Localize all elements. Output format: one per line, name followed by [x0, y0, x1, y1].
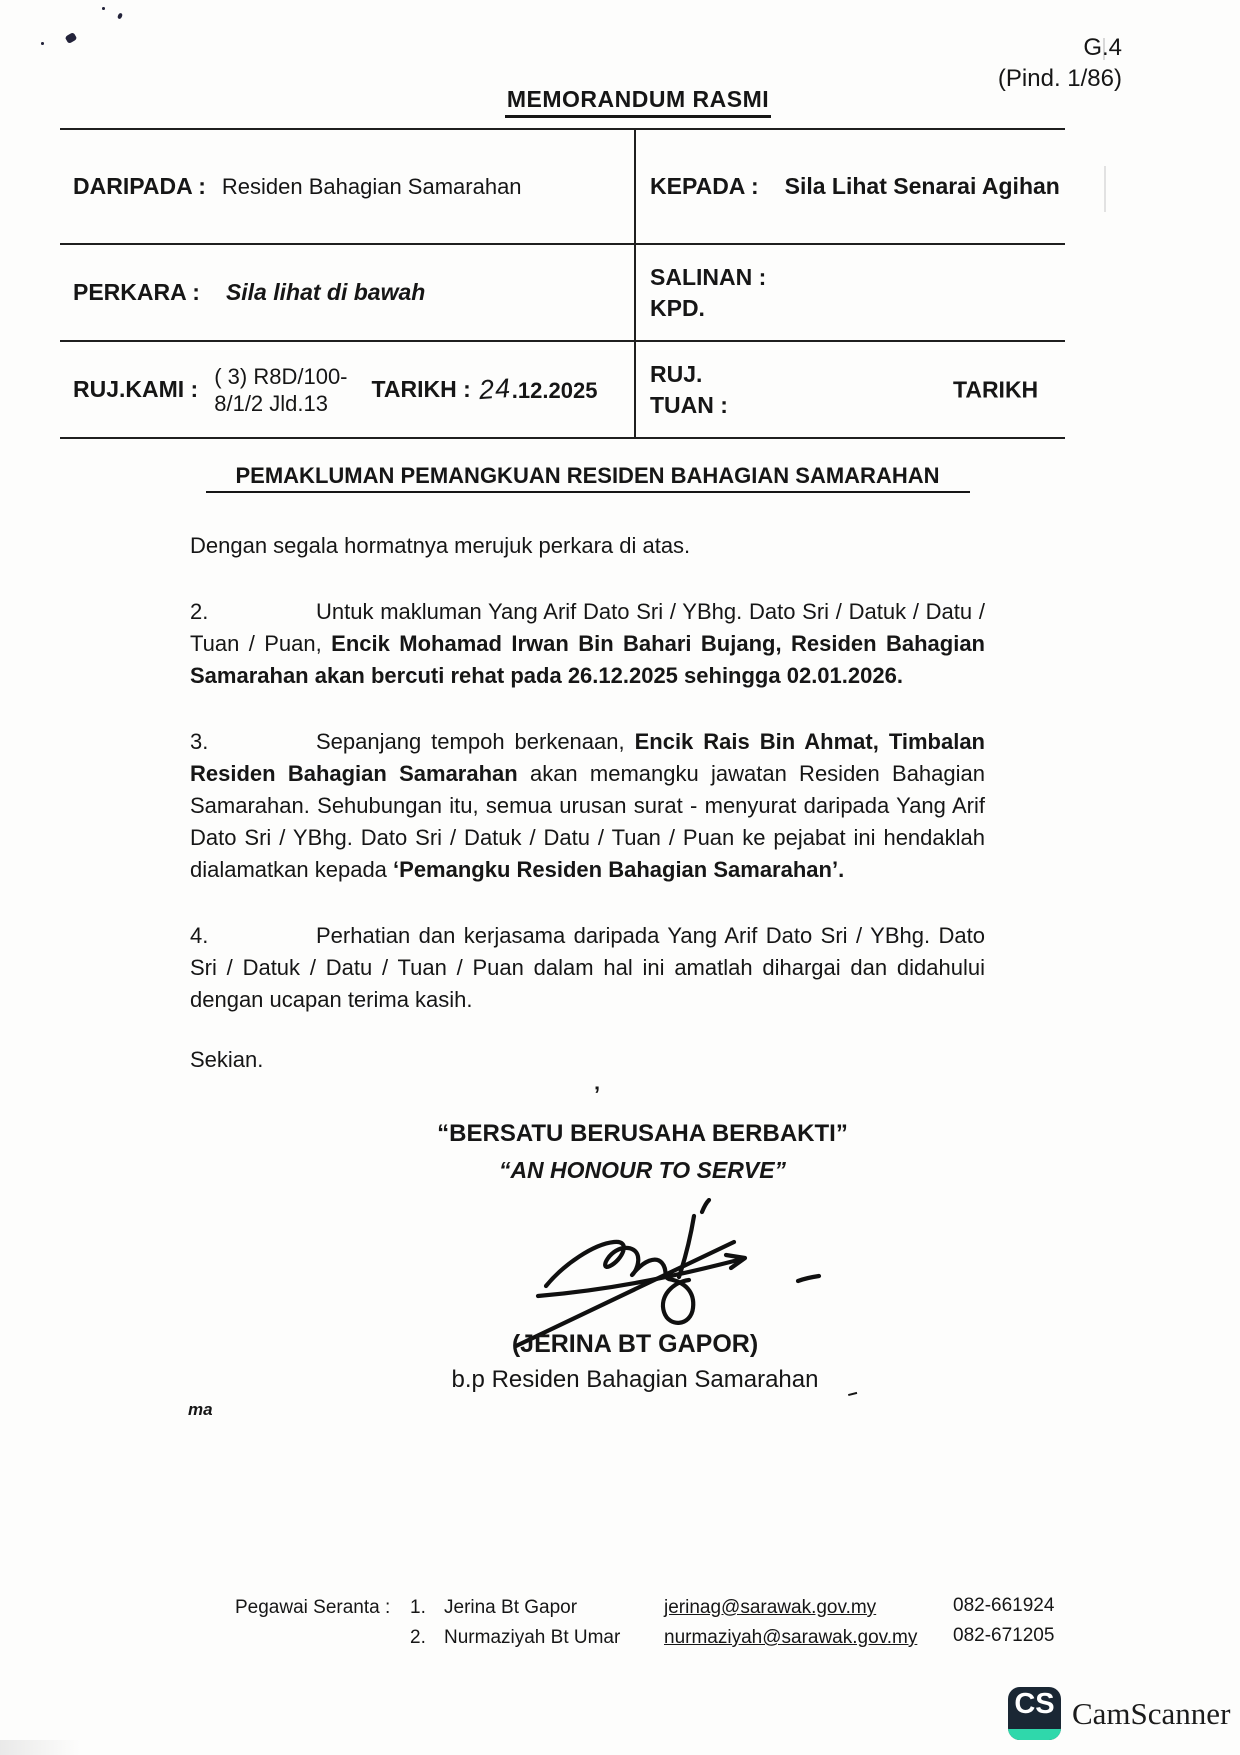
ink-speck — [102, 7, 105, 10]
ink-speck — [41, 42, 44, 45]
ruj-kami-line1: ( 3) R8D/100- — [214, 363, 348, 389]
subject-heading — [190, 460, 985, 492]
ruj-tuan-line1: RUJ. — [650, 360, 703, 387]
signatory-block — [0, 1326, 1240, 1398]
pen-mark: ’ — [594, 1082, 601, 1107]
cell-ruj-tuan — [636, 342, 1065, 437]
cell-perkara — [60, 245, 636, 340]
ruj-tuan-line2: TUAN : — [650, 391, 728, 418]
paragraph-2-run1: Untuk makluman Yang Arif Dato Sri / YBhg. Dato Sri / Datuk / Datu / Tuan / Puan, — [190, 599, 985, 656]
document-title-text: MEMORANDUM RASMI — [505, 86, 771, 118]
paragraph-3 — [190, 726, 985, 886]
cell-ruj-kami — [60, 342, 636, 437]
contact-1-name: Jerina Bt Gapor — [444, 1597, 578, 1618]
pegawai-seranta-label: Pegawai Seranta : — [235, 1597, 391, 1618]
typist-initials: ma — [188, 1400, 213, 1419]
contact-1-phone: 082-661924 — [953, 1595, 1055, 1616]
salinan-label: SALINAN : — [650, 263, 767, 290]
contact-2-email-link[interactable]: nurmaziyah@sarawak.gov.my — [664, 1627, 918, 1648]
contact-2-name: Nurmaziyah Bt Umar — [444, 1627, 621, 1648]
tarikh-day-handwritten: 24 — [477, 372, 512, 406]
paragraph-4-run1: Perhatian dan kerjasama daripada Yang Arif Dato Sri / YBhg. Dato Sri / Datuk / Datu / Tuan / Puan dalam hal ini amatlah dihargai dan didahului dengan ucapan terima kasih. — [190, 923, 985, 1012]
contact-2-phone: 082-671205 — [953, 1625, 1055, 1646]
form-code-block — [998, 32, 1122, 94]
scan-corner-smudge — [0, 1740, 80, 1755]
ink-speck — [117, 12, 123, 19]
paragraph-3-run4-bold: ‘Pemangku Residen Bahagian Samarahan’. — [393, 857, 845, 882]
signatory-behalf: b.p Residen Bahagian Samarahan — [451, 1366, 819, 1393]
paragraph-2-number: 2. — [190, 599, 209, 624]
ruj-kami-line2: 8/1/2 Jld.13 — [214, 390, 328, 416]
paragraph-3-run2-bold: Encik Rais Bin Ahmat, Timbalan Residen Bahagian Samarahan — [190, 729, 985, 786]
motto-line1: “BERSATU BERUSAHA BERBAKTI” — [437, 1120, 848, 1147]
salinan-value: KPD. — [650, 294, 705, 321]
paragraph-4 — [190, 920, 985, 1016]
camscanner-wordmark: CamScanner — [1072, 1696, 1231, 1731]
camscanner-icon — [1008, 1687, 1061, 1740]
table-row-perkara-salinan — [60, 245, 1065, 342]
daripada-label: DARIPADA : — [73, 173, 206, 199]
cell-daripada — [60, 130, 636, 243]
daripada-value: Residen Bahagian Samarahan — [221, 173, 522, 199]
form-code: G.4 — [1083, 34, 1122, 61]
kepada-value: Sila Lihat Senarai Agihan — [784, 173, 1060, 199]
perkara-label: PERKARA : — [73, 279, 200, 305]
table-row-rujukan-tarikh — [60, 342, 1065, 439]
paragraph-3-run1: Sepanjang tempoh berkenaan, — [316, 729, 635, 754]
tarikh-value — [479, 374, 598, 405]
contact-2-number: 2. — [410, 1627, 426, 1648]
ink-speck — [65, 32, 78, 44]
paragraph-1 — [190, 530, 985, 562]
memo-header-table — [60, 128, 1065, 439]
perkara-value: Sila lihat di bawah — [225, 279, 426, 305]
scan-edge-artifact — [1104, 166, 1106, 212]
kepada-label: KEPADA : — [650, 173, 759, 199]
tarikh-label: TARIKH : — [371, 376, 471, 402]
contact-1-email-link[interactable]: jerinag@sarawak.gov.my — [664, 1597, 877, 1618]
tarikh2-label: TARIKH — [953, 376, 1039, 402]
paragraph-2-run2-bold: Encik Mohamad Irwan Bin Bahari Bujang, Residen Bahagian Samarahan akan bercuti rehat pada 26.12.2025 sehingga 02.01.2026. — [190, 631, 985, 688]
document-title — [0, 86, 1240, 113]
cell-kepada — [636, 130, 1065, 243]
motto-line2: “AN HONOUR TO SERVE” — [498, 1157, 787, 1183]
paragraph-4-number: 4. — [190, 923, 209, 948]
paragraph-2 — [190, 596, 985, 692]
form-revision: (Pind. 1/86) — [997, 65, 1122, 92]
camscanner-icon-bar — [1008, 1729, 1061, 1740]
cell-salinan — [636, 245, 1065, 340]
closing-word-text: Sekian. — [190, 1047, 264, 1072]
contact-1-number: 1. — [410, 1597, 426, 1618]
motto-block — [0, 1116, 1240, 1188]
camscanner-initials: CS — [1014, 1688, 1055, 1720]
subject-heading-text: PEMAKLUMAN PEMANGKUAN RESIDEN BAHAGIAN SAMARAHAN — [206, 463, 970, 493]
paragraph-3-number: 3. — [190, 729, 209, 754]
letter-body — [190, 460, 985, 1076]
ruj-kami-value — [214, 363, 347, 417]
table-row-daripada-kepada — [60, 130, 1065, 245]
paragraph-3-run3: akan memangku jawatan Residen Bahagian Samarahan. Sehubungan itu, semua urusan surat - menyurat daripada Yang Arif Dato Sri / YBhg. Dato Sri / Datuk / Datu / Tuan / Puan ke pejabat ini hendaklah dialamatkan kepada — [190, 761, 985, 882]
signatory-name: (JERINA BT GAPOR) — [511, 1330, 759, 1358]
closing-word — [190, 1044, 985, 1076]
tarikh-month-year: .12.2025 — [511, 378, 598, 403]
paragraph-1-text: Dengan segala hormatnya merujuk perkara di atas. — [190, 533, 691, 558]
ruj-kami-label: RUJ.KAMI : — [73, 376, 199, 402]
